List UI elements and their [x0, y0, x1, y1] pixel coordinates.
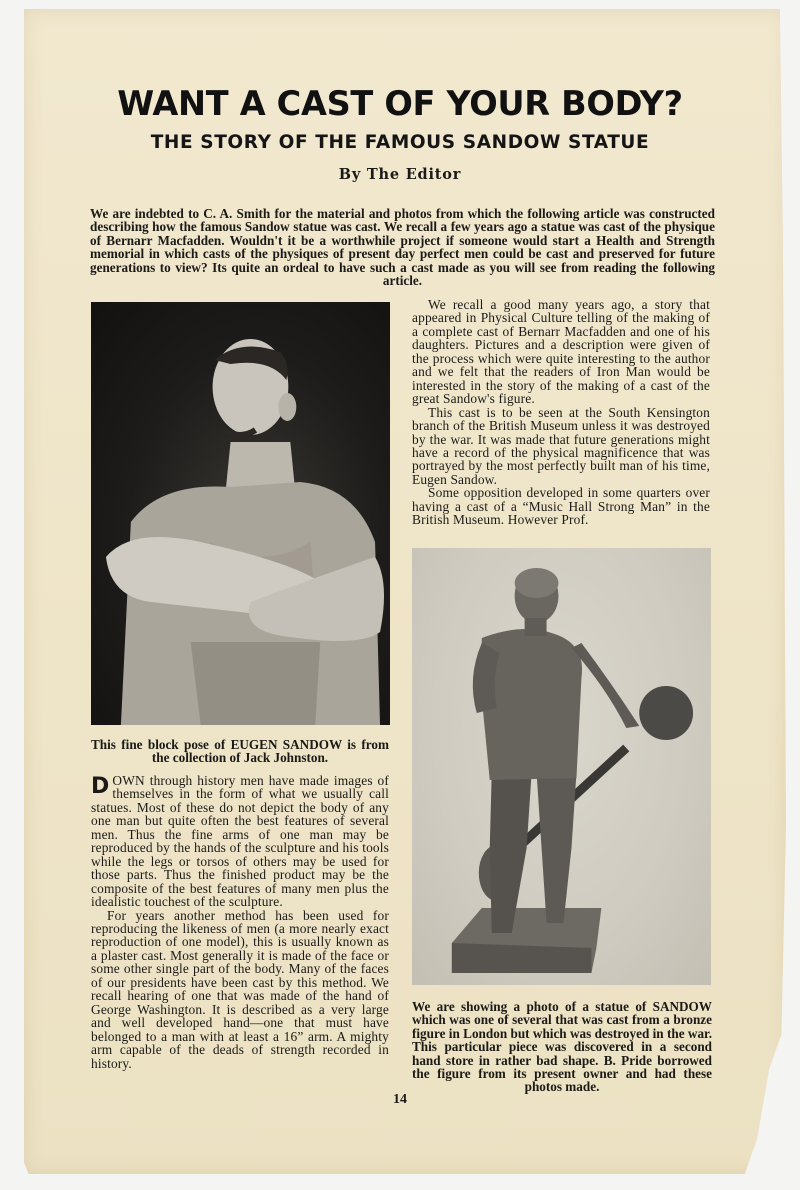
- paragraph: Some opposition developed in some quarters over having a cast of a “Music Hall Strong Man” in the British Museum. However Prof.: [412, 485, 710, 528]
- sandow-portrait-illustration: [91, 302, 390, 725]
- subheadline: THE STORY OF THE FAMOUS SANDOW STATUE: [150, 132, 650, 153]
- sandow-portrait-caption: This fine block pose of EUGEN SANDOW is from the collection of Jack Johnston.: [91, 737, 389, 766]
- page-number: 14: [393, 1092, 407, 1107]
- paragraph: We recall a good many years ago, a story that appeared in Physical Culture telling of the making of a complete cast of Bernarr Macfadden and one of his daughters. Pictures and a description were given of the process which were quite interesting to the author and we felt that the readers of Iron Man would be interested in the story of the making of a cast of the great Sandow's figure.: [412, 297, 710, 407]
- paragraph: For years another method has been used for reproducing the likeness of men (a more nearly exact reproduction of one model), this is usually known as a plaster cast. Most generally it is made of the face or some other single part of the body. Many of the faces of our presidents have been cast by this method. We recall hearing of one that was made of the hand of George Washington. It is described as a very large and well developed hand—one that must have belonged to a man with at least a 16” arm. A mighty arm capable of the deads of strength recorded in history.: [91, 907, 389, 1071]
- opening-paragraph: [91, 774, 389, 909]
- sandow-portrait-photo: [91, 302, 390, 725]
- opening-paragraph-text: OWN through history men have made images of themselves in the form of what we usually call statues. Most of these do not depict the body of any one man but quite often the best features of several men. Thus the fine arms of one man may be reproduced by the hands of the sculpture and his tools while the legs or torsos of others may be used for those parts. Thus the finished product may be the composite of the best features of many men plus the idealistic touchest of the sculpture.: [91, 773, 389, 910]
- sandow-statue-photo: [412, 548, 711, 985]
- intro-paragraph: We are indebted to C. A. Smith for the material and photos from which the following article was constructed describing how the famous Sandow statue was cast. We recall a few years ago a statue was cast of the physique of Bernarr Macfadden. Wouldn't it be a worthwhile project if someone would start a Health and Strength memorial in which casts of the physiques of present day perfect men could be cast and preserved for future generations to view? Its quite an ordeal to have such a cast made as you will see from reading the following article.: [90, 206, 715, 289]
- sandow-statue-illustration: [412, 548, 711, 985]
- left-column-text: [91, 774, 389, 1070]
- drop-cap: D: [91, 774, 110, 799]
- paragraph: This cast is to be seen at the South Kensington branch of the British Museum unless it was destroyed by the war. It was made that future generations might have a record of the physical magnificence that was portrayed by the most perfectly built man of his time, Eugen Sandow.: [412, 404, 710, 487]
- headline: WANT A CAST OF YOUR BODY?: [117, 84, 683, 123]
- right-column-text: [412, 298, 710, 527]
- byline: By The Editor: [338, 166, 462, 183]
- statue-caption: We are showing a photo of a statue of SANDOW which was one of several that was cast from a bronze figure in London but which was destroyed in the war. This particular piece was discovered in a second hand store in rather bad shape. B. Pride borrowed the figure from its present owner and had these photos made.: [412, 999, 712, 1095]
